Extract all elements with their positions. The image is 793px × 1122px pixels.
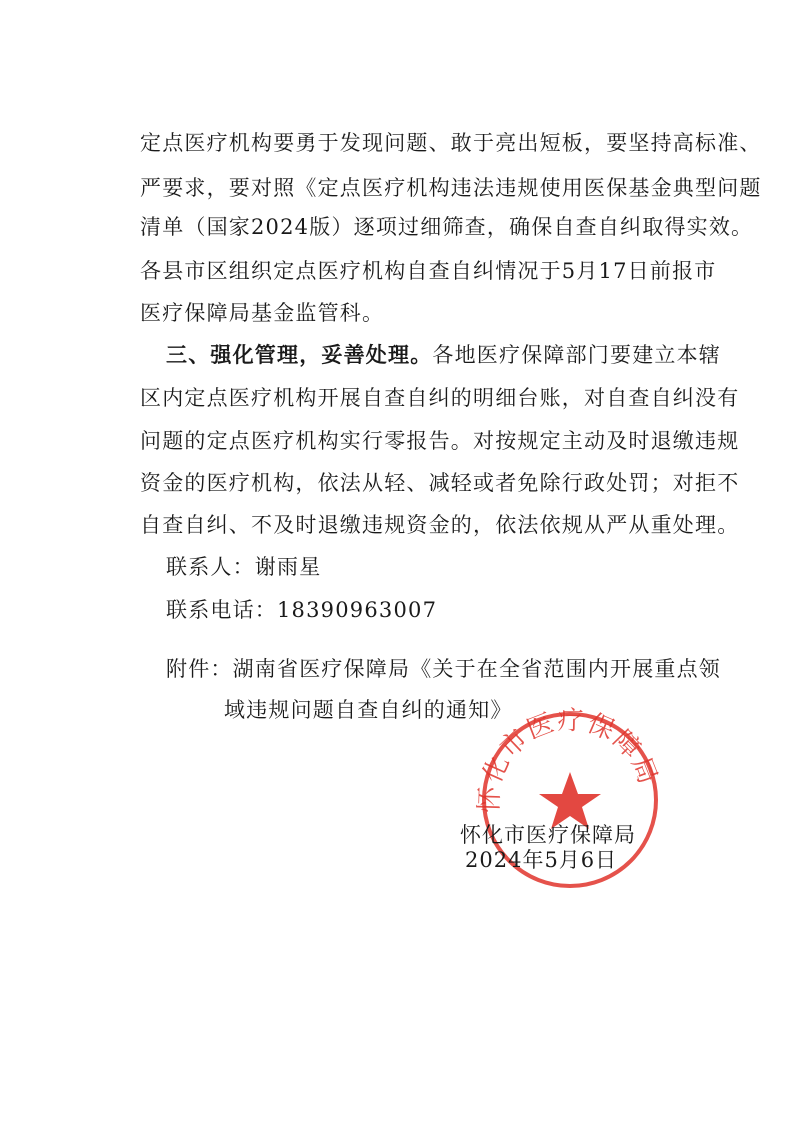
attachment-line: 域违规问题自查自纠的通知》 <box>224 698 513 722</box>
body-line: 医疗保障局基金监管科。 <box>140 301 385 325</box>
signature-date: 2024年5月6日 <box>465 848 618 872</box>
attachment-line: 附件：湖南省医疗保障局《关于在全省范围内开展重点领 <box>166 657 721 681</box>
body-line: 清单（国家2024版）逐项过细筛查，确保自查自纠取得实效。 <box>140 215 754 239</box>
signature-org: 怀化市医疗保障局 <box>460 823 636 847</box>
body-line: 自查自纠、不及时退缴违规资金的，依法依规从严从重处理。 <box>140 513 740 537</box>
body-line: 资金的医疗机构，依法从轻、减轻或者免除行政处罚；对拒不 <box>140 471 740 495</box>
seal-text: 怀化市医疗保障局 <box>474 705 664 814</box>
body-line: 问题的定点医疗机构实行零报告。对按规定主动及时退缴违规 <box>140 429 740 453</box>
body-line: 各县市区组织定点医疗机构自查自纠情况于5月17日前报市 <box>140 259 717 283</box>
body-line: 定点医疗机构要勇于发现问题、敢于亮出短板，要坚持高标准、 <box>140 131 762 155</box>
section-three-heading: 三、强化管理，妥善处理。 <box>166 342 433 367</box>
body-line: 区内定点医疗机构开展自查自纠的明细台账，对自查自纠没有 <box>140 386 740 410</box>
section-three-line <box>166 340 721 370</box>
contact-phone: 联系电话：18390963007 <box>166 598 438 622</box>
contact-person: 联系人：谢雨星 <box>166 555 322 579</box>
body-text: 各地医疗保障部门要建立本辖 <box>432 343 722 367</box>
body-line: 严要求，要对照《定点医疗机构违法违规使用医保基金典型问题 <box>140 176 762 200</box>
